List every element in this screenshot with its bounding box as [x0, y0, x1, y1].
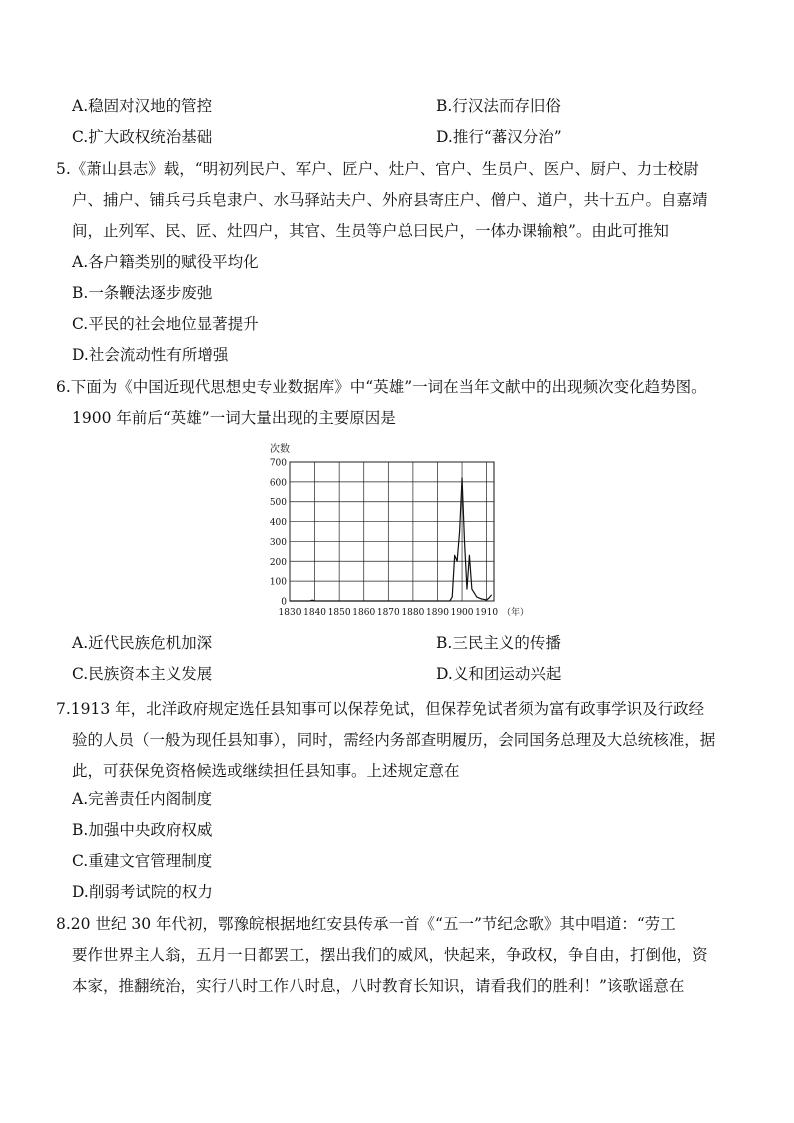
stem-line: 户、捕户、铺兵弓兵皂隶户、水马驿站夫户、外府县寄庄户、僧户、道户，共十五户。自嘉靖 [72, 191, 708, 209]
q6-option-d [436, 663, 561, 685]
q5-stem [56, 154, 728, 247]
option-text: 扩大政权统治基础 [88, 128, 213, 146]
data-point [454, 555, 455, 556]
y-tick-label: 400 [269, 518, 287, 529]
stem-line: 6.下面为《中国近现代思想史专业数据库》中“英雄”一词在当年文献中的出现频次变化趋势图。 [56, 378, 707, 396]
q7-option-a [72, 788, 212, 810]
option-text: 行汉法而存旧俗 [452, 97, 561, 115]
data-point [452, 597, 453, 598]
data-point [457, 561, 458, 562]
option-letter: D. [72, 883, 89, 901]
x-tick-label: 1860 [352, 608, 376, 618]
q5-option-a [72, 251, 259, 273]
data-point [479, 598, 480, 599]
option-letter: C. [72, 315, 89, 333]
q4-option-b [436, 95, 561, 117]
option-letter: D. [436, 665, 453, 683]
data-point [469, 555, 470, 556]
y-tick-label: 500 [269, 498, 287, 509]
x-tick-label: 1870 [376, 608, 400, 618]
q8-stem [56, 909, 728, 1002]
option-letter: A. [72, 97, 89, 115]
series-line [290, 478, 492, 601]
y-tick-label: 700 [269, 458, 287, 469]
data-point [339, 601, 340, 602]
data-point [489, 598, 490, 599]
data-point [290, 601, 291, 602]
data-point [314, 601, 315, 602]
q6-option-a [72, 632, 212, 654]
option-letter: C. [72, 665, 89, 683]
stem-line: 7.1913 年，北洋政府规定选任县知事可以保荐免试，但保荐免试者须为富有政事学识及行政经 [56, 700, 705, 718]
chart-svg [262, 438, 537, 623]
q4-option-c [72, 126, 212, 148]
data-point [481, 599, 482, 600]
option-letter: A. [72, 253, 89, 271]
plot-frame [290, 462, 494, 601]
option-letter: C. [72, 852, 89, 870]
data-point [309, 601, 310, 602]
data-point [486, 600, 487, 601]
option-letter: B. [72, 821, 89, 839]
option-text: 推行“蕃汉分治” [452, 128, 562, 146]
q6-option-c [72, 663, 212, 685]
stem-line: 5.《萧山县志》载，“明初列民户、军户、匠户、灶户、官户、生员户、医户、厨户、力士校尉 [56, 160, 699, 178]
q7-stem [56, 694, 728, 787]
option-text: 三民主义的传播 [452, 634, 561, 652]
x-tick-label: 1840 [303, 608, 327, 618]
y-tick-label: 0 [281, 597, 287, 608]
x-tick-label: 1910 [475, 608, 499, 618]
y-tick-label: 200 [269, 557, 287, 568]
data-point [474, 593, 475, 594]
option-text: 近代民族危机加深 [88, 634, 213, 652]
data-point [491, 595, 492, 596]
y-tick-label: 300 [269, 537, 287, 548]
q4-option-d [436, 126, 562, 148]
option-text: 义和团运动兴起 [452, 665, 562, 683]
x-tick-label: 1850 [327, 608, 351, 618]
option-text: 重建文官管理制度 [88, 852, 213, 870]
option-letter: D. [72, 346, 89, 364]
data-point [467, 589, 468, 590]
data-point [437, 601, 438, 602]
q5-option-d [72, 344, 228, 366]
option-letter: B. [72, 284, 89, 302]
stem-line: 验的人员（一般为现任县知事），同时，需经内务部查明履历，会同国务总理及大总统核准，据 [72, 731, 716, 749]
stem-line: 间，止列军、民、匠、灶四户，其官、生员等户总曰民户，一体办课输粮”。由此可推知 [72, 222, 669, 240]
option-text: 各户籍类别的赋役平均化 [88, 253, 259, 271]
y-tick-label: 600 [269, 478, 287, 489]
frequency-chart [262, 438, 537, 623]
q7-option-d [72, 881, 213, 903]
data-point [459, 531, 460, 532]
option-text: 削弱考试院的权力 [88, 883, 213, 901]
data-point [412, 601, 413, 602]
data-point [464, 541, 465, 542]
option-text: 稳固对汉地的管控 [88, 97, 213, 115]
option-letter: B. [436, 97, 453, 115]
y-axis-label: 次数 [270, 444, 290, 455]
option-text: 平民的社会地位显著提升 [88, 315, 259, 333]
option-text: 一条鞭法逐步废弛 [88, 284, 213, 302]
stem-line: 1900 年前后“英雄”一词大量出现的主要原因是 [72, 409, 396, 427]
stem-line: 本家，推翻统治，实行八时工作八时息，八时教育长知识，请看我们的胜利！”该歌谣意在 [72, 977, 685, 995]
option-text: 完善责任内阁制度 [88, 790, 213, 808]
option-text: 加强中央政府权威 [88, 821, 213, 839]
data-point [471, 589, 472, 590]
data-point [462, 477, 463, 478]
q6-stem [56, 372, 728, 434]
q6-option-b [436, 632, 561, 654]
q5-option-b [72, 282, 212, 304]
x-tick-label: 1880 [401, 608, 425, 618]
data-point [476, 597, 477, 598]
data-point [484, 599, 485, 600]
x-tick-label: 1890 [426, 608, 449, 618]
x-tick-label: 1830 [278, 608, 302, 618]
data-point [388, 601, 389, 602]
option-letter: D. [436, 128, 453, 146]
data-point [312, 600, 313, 601]
stem-line: 8.20 世纪 30 年代初，鄂豫皖根据地红安县传承一首《“五一”节纪念歌》其中唱道：“劳工 [56, 915, 676, 933]
q7-option-c [72, 850, 212, 872]
option-text: 社会流动性有所增强 [88, 346, 229, 364]
data-point [363, 601, 364, 602]
option-letter: B. [436, 634, 453, 652]
option-letter: A. [72, 790, 89, 808]
data-point [449, 601, 450, 602]
option-letter: C. [72, 128, 89, 146]
q4-option-a [72, 95, 212, 117]
stem-line: 要作世界主人翁，五月一日都罢工，摆出我们的威风，快起来，争政权，争自由，打倒他，资 [72, 946, 708, 964]
x-tick-label: 1900 [450, 608, 474, 618]
q7-option-b [72, 819, 212, 841]
option-letter: A. [72, 634, 89, 652]
option-text: 民族资本主义发展 [88, 665, 213, 683]
stem-line: 此，可获保免资格候选或继续担任县知事。上述规定意在 [72, 762, 460, 780]
q5-option-c [72, 313, 259, 335]
x-axis-label: （年） [502, 608, 530, 618]
y-tick-label: 100 [269, 577, 287, 588]
